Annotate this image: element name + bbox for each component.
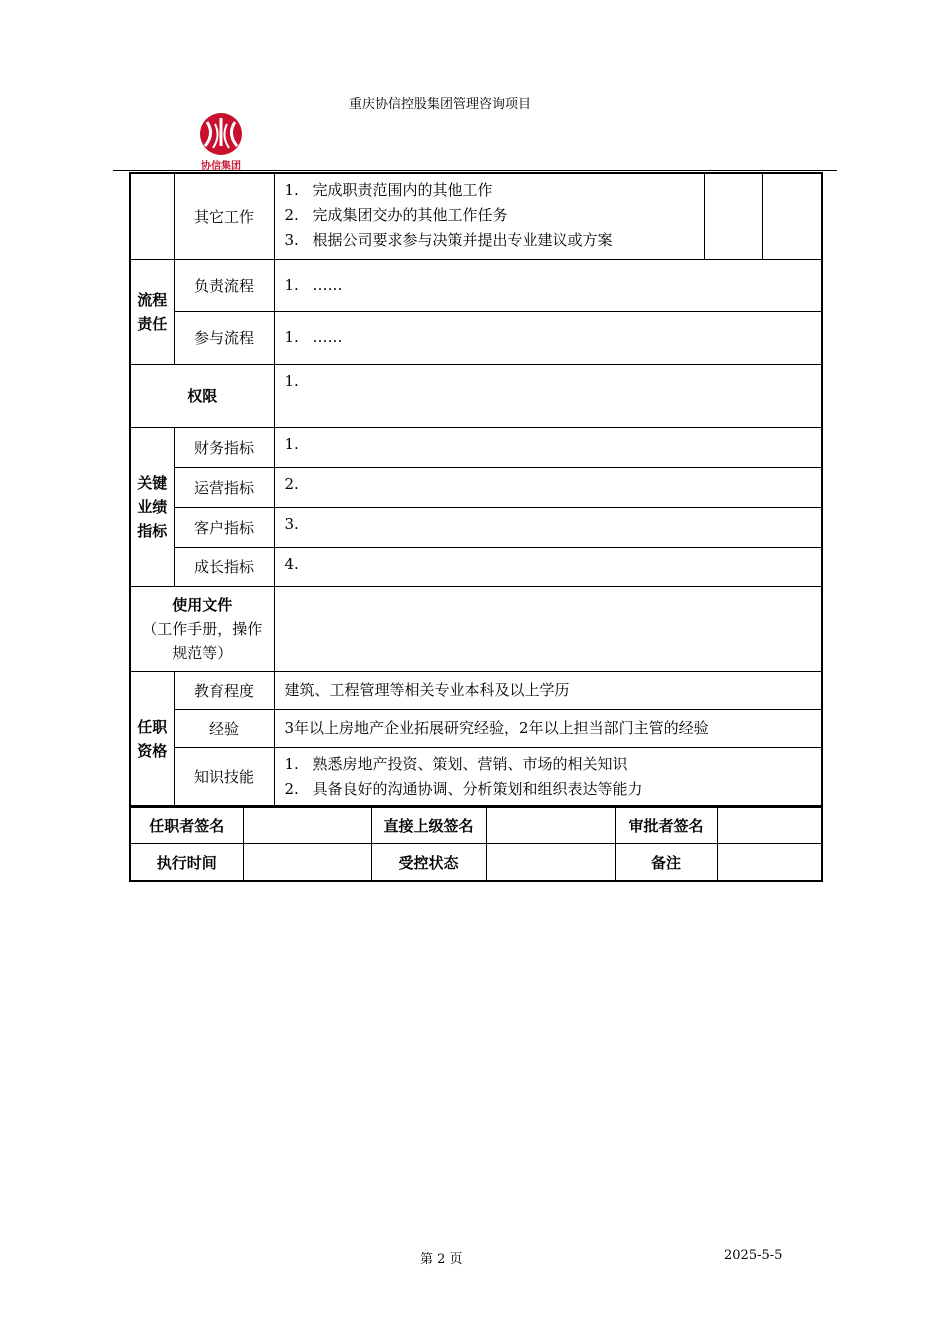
documents-label: 使用文件 （工作手册，操作规范等） [130, 586, 274, 671]
qualification-category: 任职资格 [130, 671, 174, 807]
approver-signature-label: 审批者签名 [615, 806, 717, 844]
kpi-row [130, 427, 822, 467]
financial-kpi-label: 财务指标 [174, 427, 274, 467]
list-item: 3. 根据公司要求参与决策并提出专业建议或方案 [284, 231, 613, 249]
footer-date: 2025-5-5 [724, 1248, 783, 1263]
list-item: 2. 具备良好的沟通协调、分析策划和组织表达等能力 [284, 779, 643, 798]
documents-content [274, 586, 822, 671]
authority-content: 1. [274, 364, 822, 427]
education-content: 建筑、工程管理等相关专业本科及以上学历 [274, 671, 822, 709]
kpi-row [130, 507, 822, 547]
supervisor-signature-label: 直接上级签名 [371, 806, 486, 844]
education-label: 教育程度 [174, 671, 274, 709]
control-status-field[interactable] [486, 844, 615, 882]
empty-category-cell [130, 173, 174, 259]
customer-kpi-label: 客户指标 [174, 507, 274, 547]
authority-label: 权限 [130, 364, 274, 427]
approver-signature-field[interactable] [717, 806, 822, 844]
financial-kpi-content: 1. [274, 427, 822, 467]
process-row [130, 311, 822, 364]
skills-content [274, 747, 822, 807]
empty-cell [704, 173, 762, 259]
holder-signature-field[interactable] [243, 806, 371, 844]
process-row [130, 259, 822, 311]
operation-kpi-content: 2. [274, 467, 822, 507]
exec-time-label: 执行时间 [130, 844, 243, 882]
exec-time-field[interactable] [243, 844, 371, 882]
signature-row [130, 844, 822, 882]
operation-kpi-label: 运营指标 [174, 467, 274, 507]
supervisor-signature-field[interactable] [486, 806, 615, 844]
qualification-row [130, 709, 822, 747]
remarks-label: 备注 [615, 844, 717, 882]
participate-process-label: 参与流程 [174, 311, 274, 364]
remarks-field[interactable] [717, 844, 822, 882]
signature-table [129, 805, 823, 882]
control-status-label: 受控状态 [371, 844, 486, 882]
qualification-row [130, 747, 822, 807]
kpi-row [130, 547, 822, 586]
kpi-category: 关键业绩指标 [130, 427, 174, 586]
experience-content: 3年以上房地产企业拓展研究经验，2年以上担当部门主管的经验 [274, 709, 822, 747]
growth-kpi-label: 成长指标 [174, 547, 274, 586]
project-title: 重庆协信控股集团管理咨询项目 [348, 97, 531, 112]
list-item: 1. 熟悉房地产投资、策划、营销、市场的相关知识 [284, 754, 628, 773]
qualification-row [130, 671, 822, 709]
other-work-row [130, 173, 822, 259]
kpi-row [130, 467, 822, 507]
header-rule [113, 170, 837, 171]
holder-signature-label: 任职者签名 [130, 806, 243, 844]
empty-cell [762, 173, 822, 259]
participate-process-content: 1. …… [274, 311, 822, 364]
growth-kpi-content: 4. [274, 547, 822, 586]
customer-kpi-content: 3. [274, 507, 822, 547]
authority-row [130, 364, 822, 427]
skills-label: 知识技能 [174, 747, 274, 807]
responsible-process-content: 1. …… [274, 259, 822, 311]
other-work-content [274, 173, 704, 259]
job-description-table [129, 172, 823, 808]
responsible-process-label: 负责流程 [174, 259, 274, 311]
signature-row [130, 806, 822, 844]
page-number: 第 2 页 [420, 1252, 463, 1267]
experience-label: 经验 [174, 709, 274, 747]
list-item: 1. 完成职责范围内的其他工作 [284, 181, 493, 199]
other-work-label: 其它工作 [174, 173, 274, 259]
documents-row [130, 586, 822, 671]
logo-text: 协信集团 [201, 161, 241, 172]
list-item: 2. 完成集团交办的其他工作任务 [284, 206, 508, 224]
process-category: 流程责任 [130, 259, 174, 364]
